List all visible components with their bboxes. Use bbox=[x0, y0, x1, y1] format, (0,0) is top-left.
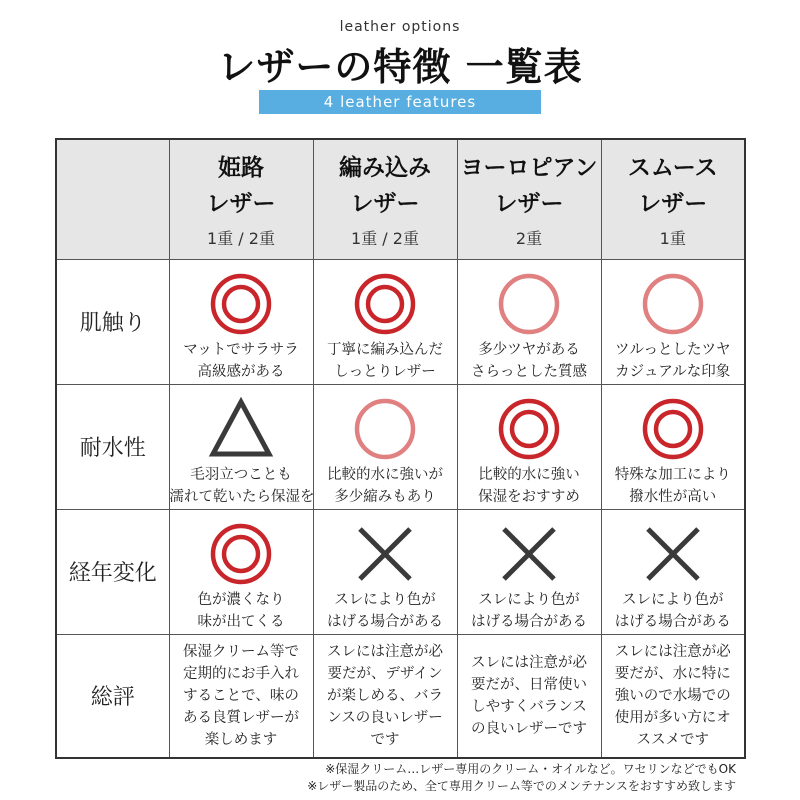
page-title: レザーの特徴 一覧表 bbox=[217, 45, 583, 89]
row-label: 経年変化 bbox=[56, 509, 169, 634]
cross-icon bbox=[640, 521, 706, 587]
rating-symbol-slot bbox=[458, 271, 601, 337]
rating-desc-line1: 色が濃くなり bbox=[197, 591, 285, 608]
rating-symbol-slot bbox=[458, 396, 601, 462]
comparison-table bbox=[55, 138, 746, 759]
rating-cell bbox=[313, 259, 457, 384]
footnote: ※レザー製品のため、全て専用クリーム等でのメンテナンスをおすすめ致します bbox=[307, 779, 736, 793]
triangle-icon bbox=[208, 396, 274, 462]
summary-cell bbox=[601, 634, 745, 758]
summary-line: スレには注意が必 bbox=[327, 643, 443, 660]
double-circle-icon bbox=[208, 521, 274, 587]
rating-cell bbox=[313, 509, 457, 634]
summary-line: 要だが、水に特に bbox=[614, 665, 731, 682]
rating-desc-line2: 多少縮みもあり bbox=[334, 488, 436, 505]
column-header bbox=[601, 139, 745, 259]
rating-cell bbox=[169, 509, 313, 634]
rating-desc-line2: カジュアルな印象 bbox=[615, 363, 731, 380]
column-weight: 1重 / 2重 bbox=[351, 228, 419, 248]
rating-desc-line2: 撥水性が高い bbox=[629, 488, 717, 505]
rating-symbol-slot bbox=[602, 521, 745, 587]
column-name-line2: レザー bbox=[350, 190, 420, 217]
summary-line: ンスの良いレザー bbox=[327, 709, 443, 726]
rating-cell bbox=[601, 509, 745, 634]
column-name-line2: レザー bbox=[638, 190, 708, 217]
rating-desc-line1: 特殊な加工により bbox=[614, 466, 731, 483]
footnote: ※保湿クリーム…レザー専用のクリーム・オイルなど。ワセリンなどでもOK bbox=[325, 762, 736, 776]
cross-icon bbox=[352, 521, 418, 587]
summary-line: が楽しめる、バラ bbox=[327, 687, 443, 704]
corner-cell bbox=[56, 139, 169, 259]
summary-line: 強いので水場での bbox=[614, 687, 731, 704]
rating-desc-line1: マットでサラサラ bbox=[183, 341, 299, 358]
rating-symbol-slot bbox=[314, 521, 457, 587]
rating-desc-line1: ツルっとしたツヤ bbox=[614, 341, 731, 358]
column-weight: 2重 bbox=[515, 228, 543, 248]
column-name-line1: 姫路 bbox=[218, 154, 264, 181]
summary-row bbox=[56, 634, 745, 758]
rating-desc-line2: 濡れて乾いたら保湿を bbox=[169, 488, 315, 505]
double-circle-icon bbox=[208, 271, 274, 337]
circle-icon bbox=[352, 396, 418, 462]
rating-desc-line1: 丁寧に編み込んだ bbox=[327, 341, 443, 358]
rating-desc-line2: 保湿をおすすめ bbox=[478, 488, 580, 505]
summary-line: です bbox=[370, 731, 400, 748]
column-name-line2: レザー bbox=[494, 190, 564, 217]
rating-desc-line2: しっとりレザー bbox=[334, 363, 436, 380]
rating-desc-line1: 多少ツヤがある bbox=[478, 341, 580, 358]
summary-line: しやすくバランス bbox=[471, 698, 587, 715]
rating-cell bbox=[457, 259, 601, 384]
rating-cell bbox=[457, 384, 601, 509]
summary-line: 要だが、デザイン bbox=[327, 665, 443, 682]
summary-line: ススメです bbox=[636, 731, 709, 748]
rating-cell bbox=[169, 384, 313, 509]
column-weight: 1重 / 2重 bbox=[207, 228, 275, 248]
rating-cell bbox=[601, 259, 745, 384]
rating-desc-line1: スレにより色が bbox=[622, 591, 724, 608]
table-row bbox=[56, 509, 745, 634]
summary-line: 要だが、日常使い bbox=[471, 676, 587, 693]
rating-symbol-slot bbox=[170, 271, 313, 337]
rating-symbol-slot bbox=[602, 271, 745, 337]
summary-line: スレには注意が必 bbox=[471, 654, 587, 671]
column-header bbox=[169, 139, 313, 259]
footnotes bbox=[0, 761, 736, 795]
summary-line: 楽しめます bbox=[204, 731, 278, 748]
summary-line: の良いレザーです bbox=[471, 720, 587, 737]
rating-symbol-slot bbox=[602, 396, 745, 462]
summary-line: ある良質レザーが bbox=[183, 709, 299, 726]
rating-desc-line1: スレにより色が bbox=[478, 591, 580, 608]
rating-desc-line2: はげる場合がある bbox=[327, 613, 443, 630]
rating-desc-line1: 比較的水に強い bbox=[478, 466, 580, 483]
subtitle-top: leather options bbox=[339, 19, 461, 35]
column-name-line1: スムース bbox=[627, 154, 718, 181]
rating-cell bbox=[169, 259, 313, 384]
circle-icon bbox=[496, 271, 562, 337]
summary-line: 定期的にお手入れ bbox=[183, 665, 299, 682]
rating-desc-line1: スレにより色が bbox=[334, 591, 436, 608]
rating-desc-line2: 高級感がある bbox=[197, 363, 285, 380]
rating-symbol-slot bbox=[170, 521, 313, 587]
table-row bbox=[56, 384, 745, 509]
double-circle-icon bbox=[640, 396, 706, 462]
rating-desc-line2: はげる場合がある bbox=[471, 613, 587, 630]
rating-desc-line1: 毛羽立つことも bbox=[190, 466, 292, 483]
rating-desc-line2: はげる場合がある bbox=[614, 613, 731, 630]
rating-symbol-slot bbox=[458, 521, 601, 587]
rating-desc-line2: 味が出てくる bbox=[197, 613, 285, 630]
summary-line: 使用が多い方にオ bbox=[614, 709, 731, 726]
banner: 4 leather features bbox=[259, 90, 541, 114]
summary-cell bbox=[457, 634, 601, 758]
double-circle-icon bbox=[496, 396, 562, 462]
rating-cell bbox=[457, 509, 601, 634]
cross-icon bbox=[496, 521, 562, 587]
summary-line: スレには注意が必 bbox=[614, 643, 731, 660]
column-weight: 1重 bbox=[659, 228, 686, 248]
rating-symbol-slot bbox=[314, 396, 457, 462]
row-label: 耐水性 bbox=[56, 384, 169, 509]
row-label: 肌触り bbox=[56, 259, 169, 384]
rating-cell bbox=[313, 384, 457, 509]
double-circle-icon bbox=[352, 271, 418, 337]
summary-cell bbox=[169, 634, 313, 758]
table-header-row bbox=[56, 139, 745, 259]
circle-icon bbox=[640, 271, 706, 337]
header bbox=[0, 0, 800, 130]
rating-desc-line1: 比較的水に強いが bbox=[327, 466, 443, 483]
summary-line: 保湿クリーム等で bbox=[183, 643, 299, 660]
row-label: 総評 bbox=[56, 634, 169, 758]
column-name-line2: レザー bbox=[206, 190, 276, 217]
column-name-line1: ヨーロピアン bbox=[460, 154, 598, 181]
column-header bbox=[313, 139, 457, 259]
table-row bbox=[56, 259, 745, 384]
rating-symbol-slot bbox=[170, 396, 313, 462]
rating-desc-line2: さらっとした質感 bbox=[471, 363, 587, 380]
rating-cell bbox=[601, 384, 745, 509]
column-header bbox=[457, 139, 601, 259]
rating-symbol-slot bbox=[314, 271, 457, 337]
column-name-line1: 編み込み bbox=[339, 154, 431, 181]
summary-line: することで、味の bbox=[183, 687, 299, 704]
summary-cell bbox=[313, 634, 457, 758]
